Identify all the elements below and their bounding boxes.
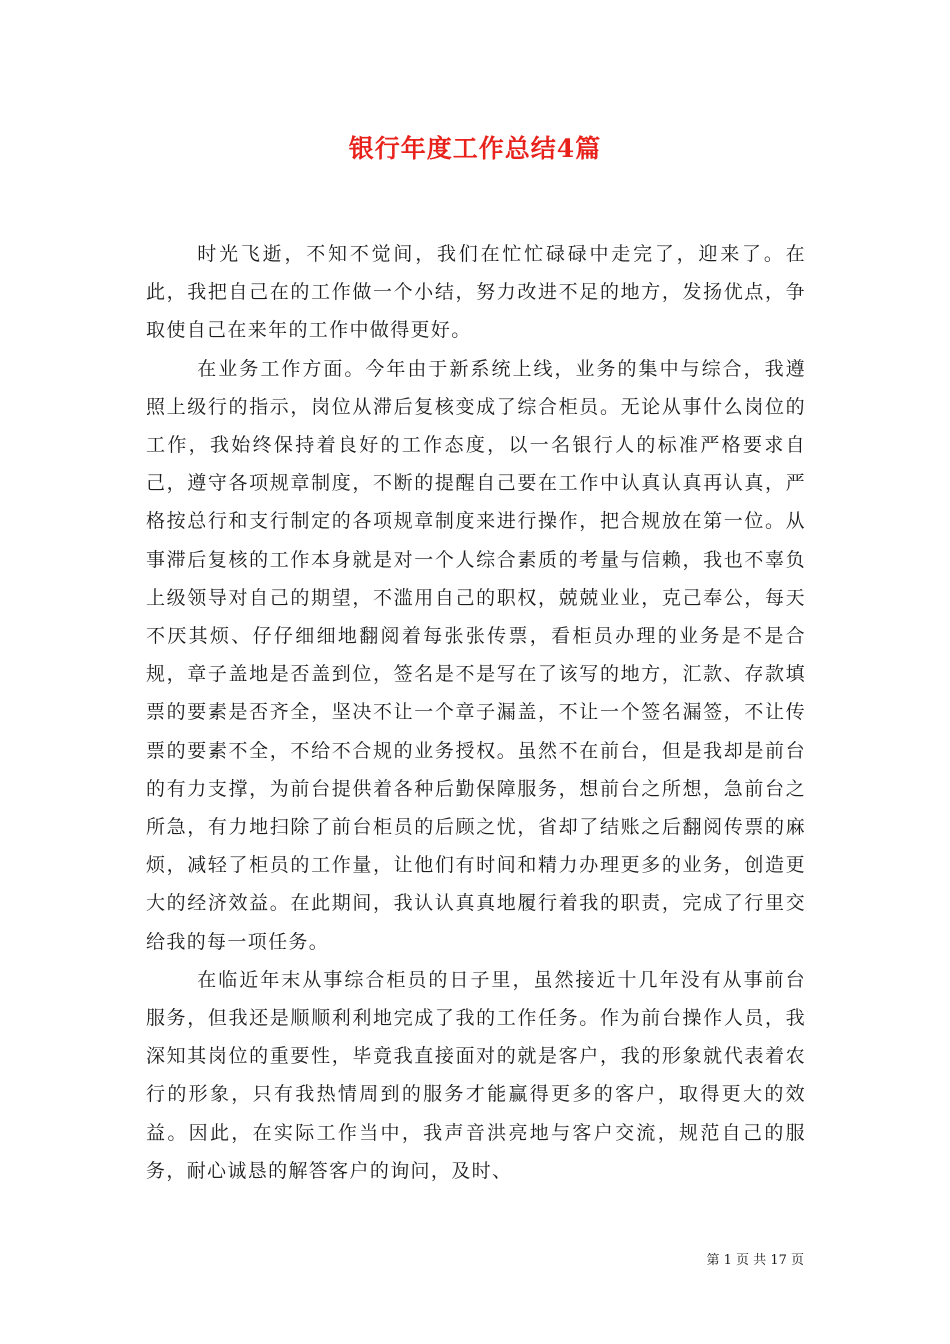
paragraph-teller-work: 在临近年末从事综合柜员的日子里，虽然接近十几年没有从事前台服务，但我还是顺顺利利地完成了我的工作任务。作为前台操作人员，我深知其岗位的重要性，毕竟我直接面对的就是客户，我的形象就代表着农行的形象，只有我热情周到的服务才能赢得更多的客户，取得更大的效益。因此，在实际工作当中，我声音洪亮地与客户交流，规范自己的服务，耐心诚恳的解答客户的询问，及时、 — [146, 968, 806, 1182]
document-body — [146, 235, 806, 1190]
page-number-footer: 第 1 页 共 17 页 — [706, 1253, 804, 1268]
paragraph-intro: 时光飞逝，不知不觉间，我们在忙忙碌碌中走完了，迎来了。在此，我把自己在的工作做一个小结，努力改进不足的地方，发扬优点，争取使自己在来年的工作中做得更好。 — [146, 243, 806, 342]
document-title: 银行年度工作总结4篇 — [348, 134, 602, 163]
paragraph-business-work: 在业务工作方面。今年由于新系统上线，业务的集中与综合，我遵照上级行的指示，岗位从滞后复核变成了综合柜员。无论从事什么岗位的工作，我始终保持着良好的工作态度，以一名银行人的标准严格要求自己，遵守各项规章制度，不断的提醒自己要在工作中认真认真再认真，严格按总行和支行制定的各项规章制度来进行操作，把合规放在第一位。从事滞后复核的工作本身就是对一个人综合素质的考量与信赖，我也不辜负上级领导对自己的期望，不滥用自己的职权，兢兢业业，克己奉公，每天不厌其烦、仔仔细细地翻阅着每张张传票，看柜员办理的业务是不是合规，章子盖地是否盖到位，签名是不是写在了该写的地方，汇款、存款填票的要素是否齐全，坚决不让一个章子漏盖，不让一个签名漏签，不让传票的要素不全，不给不合规的业务授权。虽然不在前台，但是我却是前台的有力支撑，为前台提供着各种后勤保障服务，想前台之所想，急前台之所急，有力地扫除了前台柜员的后顾之忧，省却了结账之后翻阅传票的麻烦，减轻了柜员的工作量，让他们有时间和精力办理更多的业务，创造更大的经济效益。在此期间，我认认真真地履行着我的职责，完成了行里交给我的每一项任务。 — [146, 357, 806, 953]
